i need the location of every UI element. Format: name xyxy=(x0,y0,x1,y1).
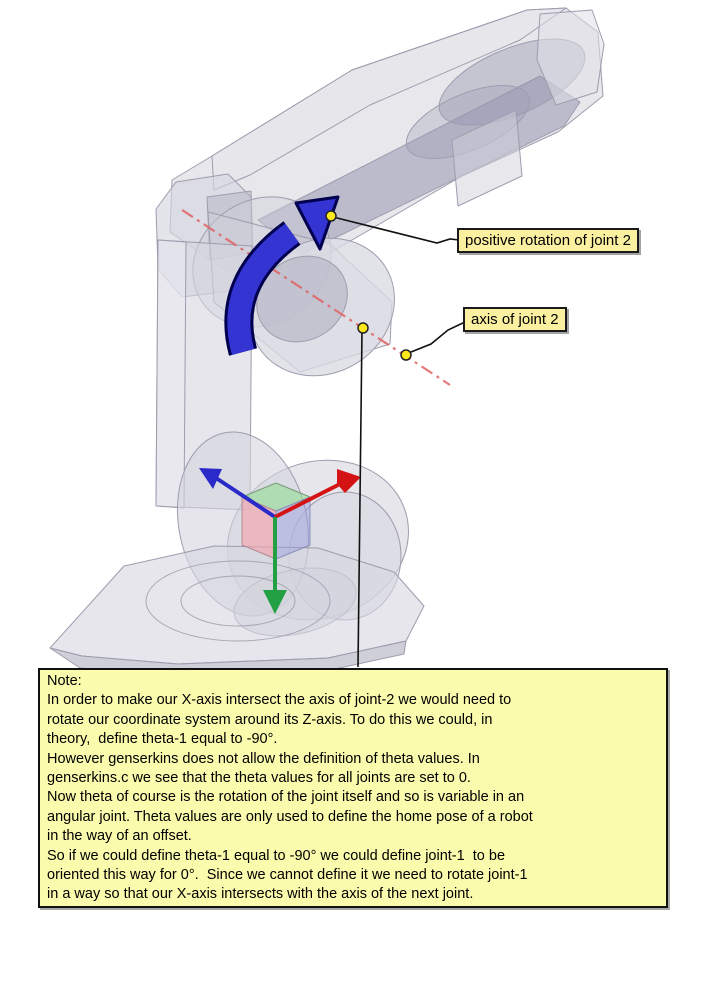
note-line: genserkins.c we see that the theta values for all joints are set to 0. xyxy=(47,770,471,787)
robot-arm xyxy=(50,8,604,677)
note-line: In order to make our X-axis intersect the axis of joint-2 we would need to xyxy=(47,692,512,709)
note-line: So if we could define theta-1 equal to -90° we could define joint-1 to be xyxy=(47,847,506,864)
vertical-link-stripe xyxy=(156,240,186,508)
callout-positive-rotation-label: positive rotation of joint 2 xyxy=(465,232,631,249)
note-line: rotate our coordinate system around its Z-axis. To do this we could, in xyxy=(47,711,493,728)
note-line: oriented this way for 0°. Since we cannot define it we need to rotate joint-1 xyxy=(47,867,528,884)
base-plate-top xyxy=(50,546,424,664)
note-line: However genserkins does not allow the definition of theta values. In xyxy=(47,750,480,767)
note-line: angular joint. Theta values are only used to define the home pose of a robot xyxy=(47,808,533,825)
note-line: Now theta of course is the rotation of the joint itself and so is variable in an xyxy=(47,789,525,806)
callout-positive-rotation xyxy=(457,228,639,253)
note-title: Note: xyxy=(47,673,82,689)
note-box xyxy=(38,668,668,908)
note-line: in the way of an offset. xyxy=(47,828,192,845)
marker-dot-rotation xyxy=(326,211,336,221)
marker-dot-axis-far xyxy=(401,350,411,360)
callout-axis-of-joint2 xyxy=(463,307,567,332)
note-line: theory, define theta-1 equal to -90°. xyxy=(47,731,278,748)
marker-dot-axis-near xyxy=(358,323,368,333)
callout-axis-of-joint2-label: axis of joint 2 xyxy=(471,311,559,328)
leader-axis-label xyxy=(406,322,465,354)
note-line: in a way so that our X-axis intersects with the axis of the next joint. xyxy=(47,886,474,903)
